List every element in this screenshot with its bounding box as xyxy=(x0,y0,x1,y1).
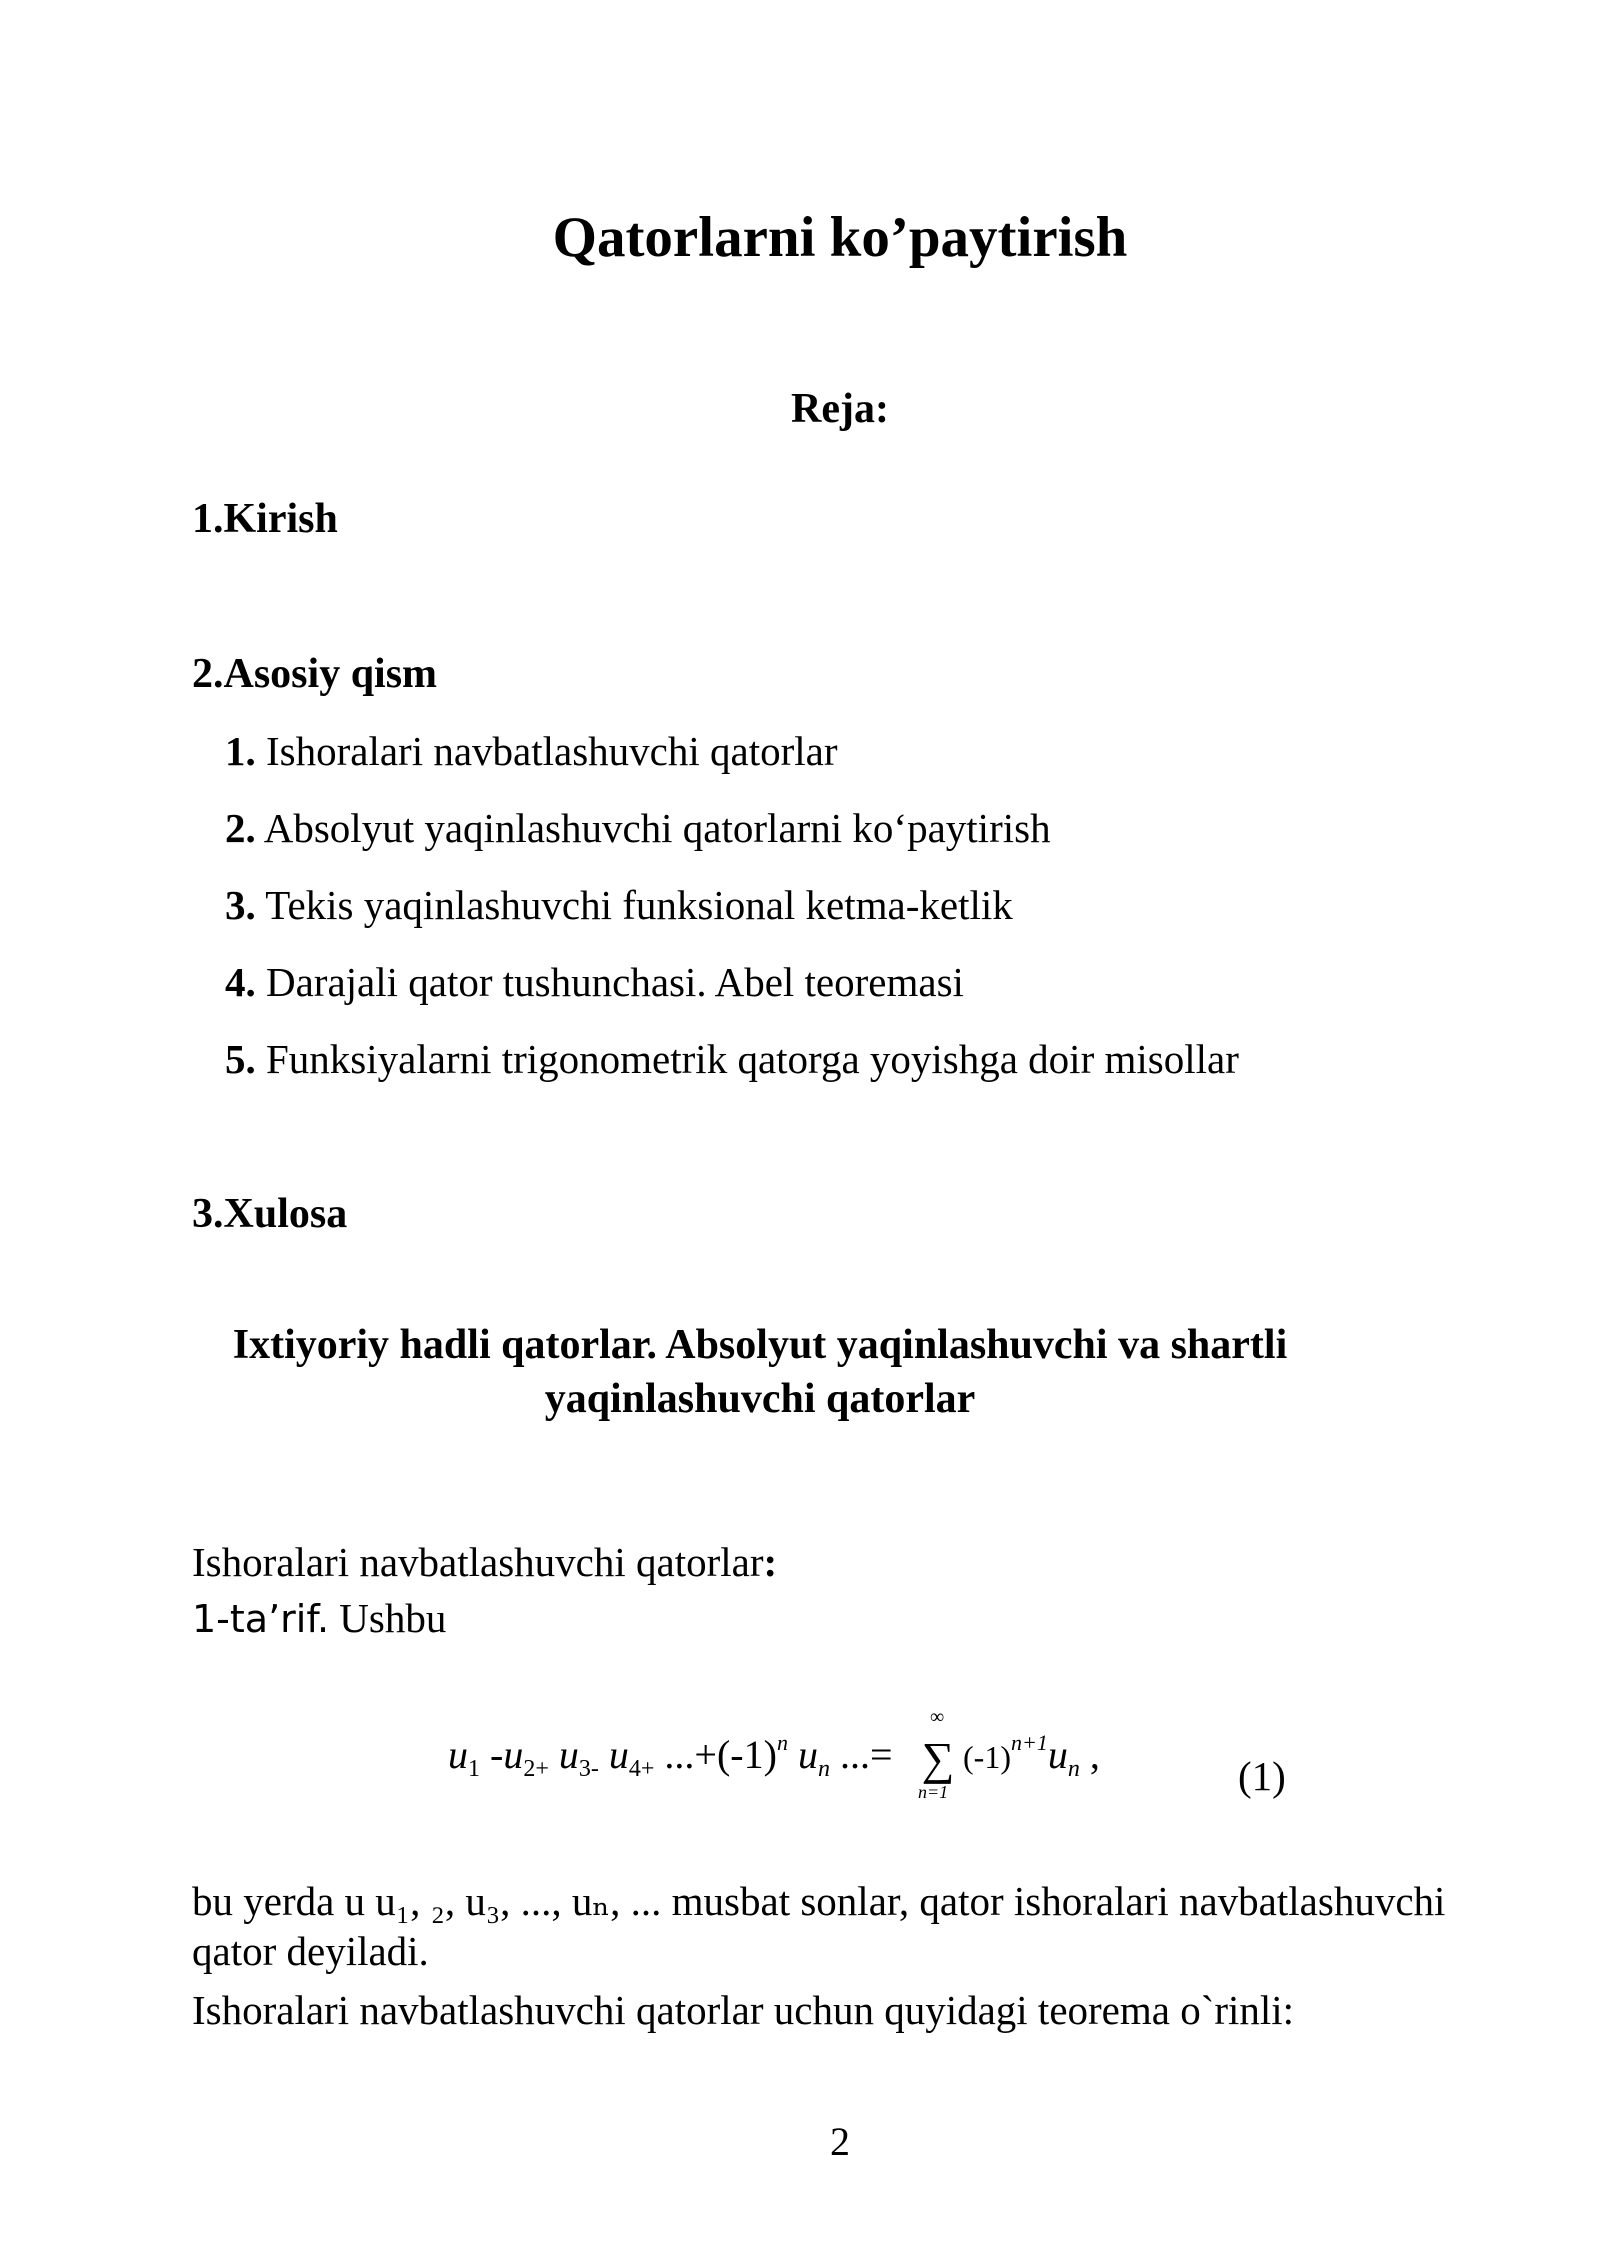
formula-sub: 3- xyxy=(578,1756,599,1782)
series-formula xyxy=(448,1706,1100,1830)
paragraph-1 xyxy=(192,1876,1512,1976)
intro-colon: : xyxy=(763,1539,778,1585)
formula-sub: n xyxy=(817,1756,830,1782)
formula-u3: u xyxy=(558,1732,579,1777)
formula-dots-eq: ...= xyxy=(829,1732,893,1777)
intro-label: Ishoralari navbatlashuvchi qatorlar xyxy=(192,1539,764,1585)
paragraph-1-line-1: bu yerda u u₁, ₂, u₃, ..., uₙ, ... musbat sonlar, qator ishoralari navbatlashuvchi xyxy=(192,1878,1446,1924)
definition-text: Ushbu xyxy=(329,1595,447,1641)
section-asosiy-qism: 2.Asosiy qism xyxy=(192,651,438,697)
sum-upper-limit: ∞ xyxy=(930,1706,945,1728)
sum-lower-limit: n=1 xyxy=(918,1782,949,1802)
plan-item-number: 2. xyxy=(225,805,256,851)
paragraph-2: Ishoralari navbatlashuvchi qatorlar uchun quyidagi teorema o`rinli: xyxy=(192,1987,1295,2033)
formula-u4: u xyxy=(608,1732,629,1777)
formula-sub: 1 xyxy=(468,1756,480,1782)
plan-item-number: 4. xyxy=(225,959,256,1005)
formula-exponent: n+1 xyxy=(1010,1730,1048,1755)
formula-sub: 4+ xyxy=(628,1756,655,1782)
plan-item-number: 3. xyxy=(225,882,256,928)
definition-line xyxy=(192,1594,446,1642)
plan-item-2 xyxy=(225,804,1051,852)
sum-sign xyxy=(918,1706,958,1802)
plan-item-text: Ishoralari navbatlashuvchi qatorlar xyxy=(255,728,838,774)
page-number: 2 xyxy=(830,2119,850,2164)
plan-item-1 xyxy=(225,727,838,775)
formula-sub: n xyxy=(1067,1756,1080,1782)
plan-item-number: 5. xyxy=(225,1036,256,1082)
section-kirish: 1.Kirish xyxy=(192,496,338,542)
subtitle-line-2: yaqinlashuvchi qatorlar xyxy=(544,1376,976,1422)
plan-item-text: Funksiyalarni trigonometrik qatorga yoyishga doir misollar xyxy=(255,1036,1239,1082)
sum-term xyxy=(963,1730,1100,1783)
sigma-symbol: ∑ xyxy=(921,1733,955,1784)
plan-item-3 xyxy=(225,881,1013,929)
section-subtitle xyxy=(0,1318,1520,1426)
plan-item-text: Absolyut yaqinlashuvchi qatorlarni ko‘paytirish xyxy=(255,805,1051,851)
formula-dots-plus: ...+(-1) xyxy=(654,1732,777,1777)
formula-un: u xyxy=(797,1732,818,1777)
section-xulosa: 3.Xulosa xyxy=(192,1191,348,1237)
formula-un-term: u xyxy=(1047,1732,1068,1777)
plan-item-text: Tekis yaqinlashuvchi funksional ketma-ketlik xyxy=(255,882,1013,928)
formula-paren: (-1) xyxy=(963,1739,1011,1775)
plan-item-5 xyxy=(225,1035,1239,1083)
page-title: Qatorlarni ko’paytirish xyxy=(552,206,1128,269)
subtitle-line-1: Ixtiyoriy hadli qatorlar. Absolyut yaqinlashuvchi va shartli xyxy=(232,1322,1288,1368)
definition-label: 1-ta’rif. xyxy=(192,1597,330,1641)
formula-minus: - xyxy=(480,1732,504,1777)
formula-u2: u xyxy=(503,1732,524,1777)
formula-u1: u xyxy=(448,1732,468,1777)
formula-exponent: n xyxy=(776,1730,788,1755)
plan-item-text: Darajali qator tushunchasi. Abel teoremasi xyxy=(255,959,964,1005)
intro-line xyxy=(192,1538,777,1586)
formula-sub: 2+ xyxy=(523,1756,549,1782)
paragraph-1-line-2: qator deyiladi. xyxy=(192,1928,429,1974)
formula-comma: , xyxy=(1079,1732,1100,1777)
plan-heading: Reja: xyxy=(791,386,889,432)
plan-item-number: 1. xyxy=(225,728,256,774)
equation-number: (1) xyxy=(1238,1753,1286,1799)
plan-item-4 xyxy=(225,958,964,1006)
